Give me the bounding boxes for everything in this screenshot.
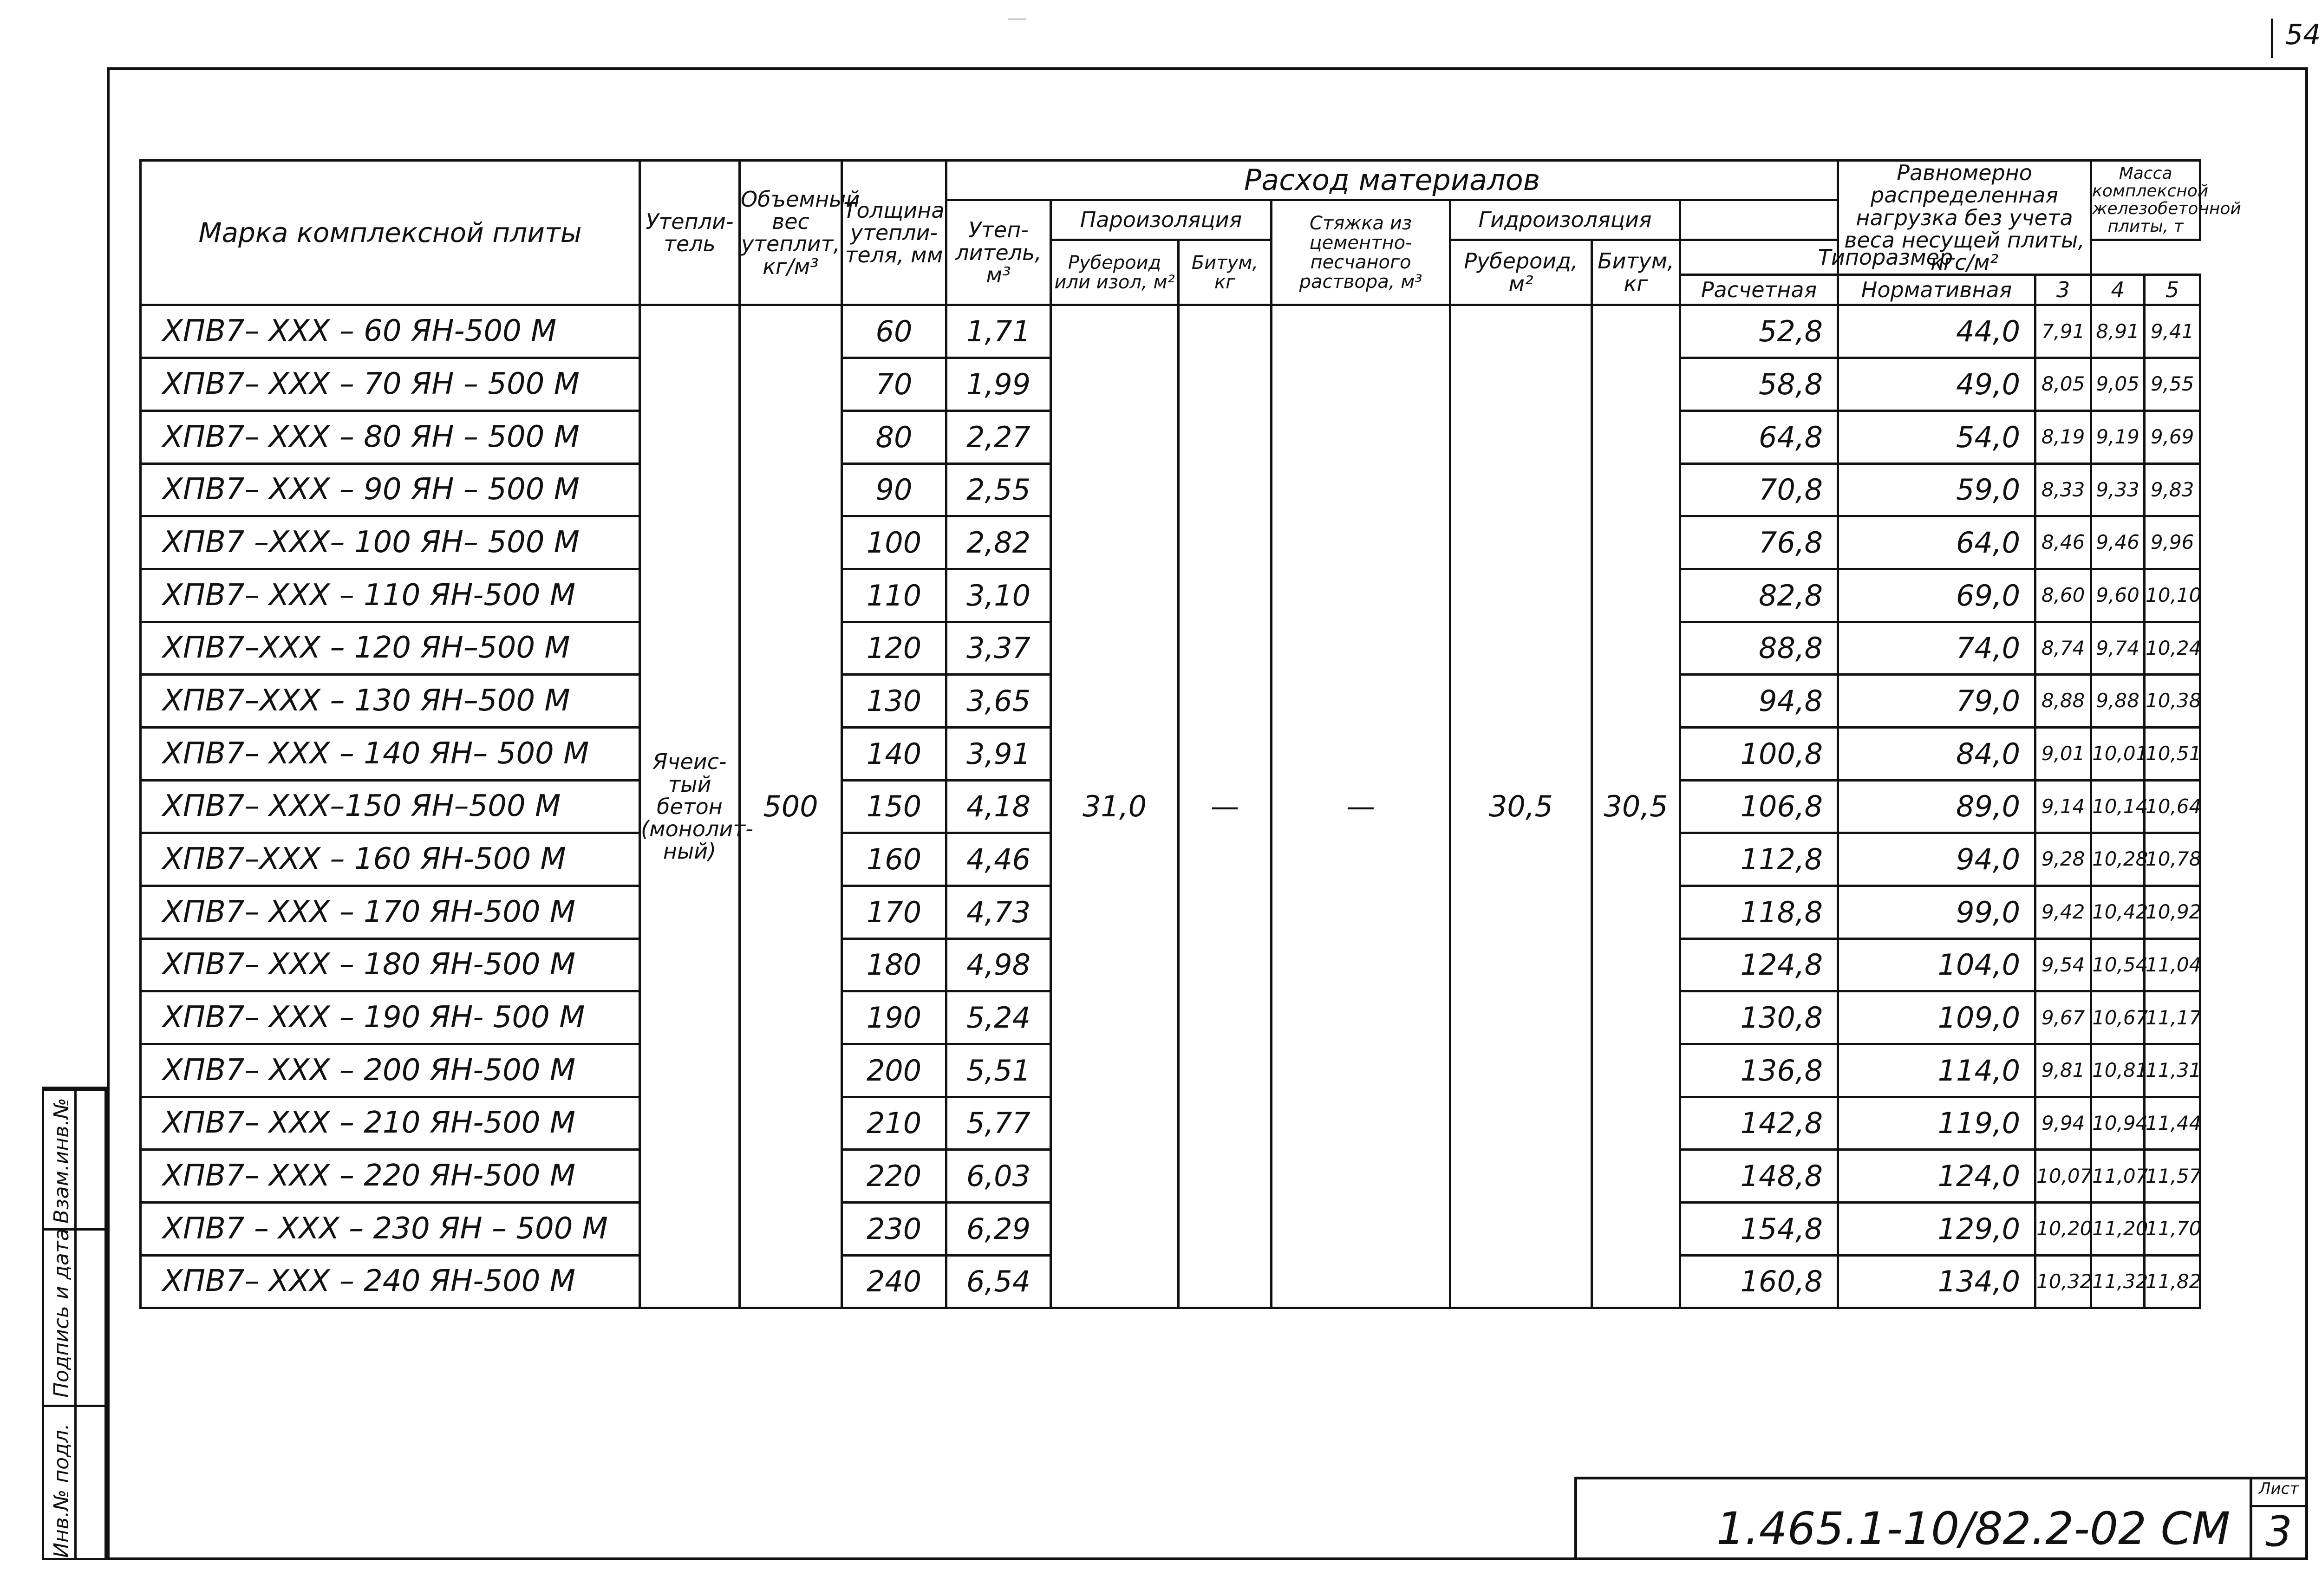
mass-typesize-3: 10,20 — [2035, 1202, 2091, 1255]
insulation-density: 500 — [740, 305, 842, 1308]
insulation-thickness: 60 — [842, 305, 946, 358]
mass-typesize-3: 9,42 — [2035, 886, 2091, 938]
insulation-volume: 3,65 — [946, 675, 1051, 728]
load-norm: 99,0 — [1838, 886, 2035, 938]
insulation-thickness: 160 — [842, 833, 946, 886]
mass-typesize-3: 9,14 — [2035, 780, 2091, 833]
insulation-thickness: 240 — [842, 1255, 946, 1308]
load-norm: 79,0 — [1838, 675, 2035, 728]
mass-typesize-4: 10,28 — [2091, 833, 2145, 886]
plate-mark: ХПВ7– ХХХ – 80 ЯН – 500 М — [141, 410, 640, 463]
insulation-volume: 4,73 — [946, 886, 1051, 938]
insulation-volume: 4,98 — [946, 938, 1051, 991]
load-calc: 160,8 — [1680, 1255, 1838, 1308]
plate-mark: ХПВ7– ХХХ–150 ЯН–500 М — [141, 780, 640, 833]
mass-typesize-3: 9,67 — [2035, 991, 2091, 1044]
document-code: 1.465.1-10/82.2-02 СМ — [1716, 1503, 2231, 1555]
insulation-thickness: 90 — [842, 463, 946, 516]
plate-mark: ХПВ7 –ХХХ– 100 ЯН– 500 М — [141, 516, 640, 569]
load-norm: 69,0 — [1838, 569, 2035, 622]
mass-typesize-4: 9,33 — [2091, 463, 2145, 516]
mass-typesize-4: 10,54 — [2091, 938, 2145, 991]
plate-mark: ХПВ7– ХХХ – 110 ЯН-500 М — [141, 569, 640, 622]
mass-typesize-3: 10,32 — [2035, 1255, 2091, 1308]
side-sign-date: Подпись и дата — [50, 1228, 73, 1398]
load-calc: 142,8 — [1680, 1097, 1838, 1150]
insulation-thickness: 180 — [842, 938, 946, 991]
mass-typesize-4: 10,42 — [2091, 886, 2145, 938]
insulation-thickness: 130 — [842, 675, 946, 728]
screed-volume: — — [1272, 305, 1450, 1308]
header-waterproofing: Гидроизоляция — [1450, 200, 1680, 240]
header-screed: Стяжка из цементно-песчаного раствора, м³ — [1272, 200, 1450, 305]
mass-typesize-5: 10,92 — [2145, 886, 2200, 938]
load-calc: 136,8 — [1680, 1044, 1838, 1097]
plate-mark: ХПВ7– ХХХ – 180 ЯН-500 М — [141, 938, 640, 991]
mass-typesize-5: 10,64 — [2145, 780, 2200, 833]
load-norm: 54,0 — [1838, 410, 2035, 463]
header-typesize-4: 4 — [2091, 275, 2145, 305]
insulation-thickness: 110 — [842, 569, 946, 622]
mass-typesize-4: 9,19 — [2091, 410, 2145, 463]
load-norm: 119,0 — [1838, 1097, 2035, 1150]
mass-typesize-4: 11,07 — [2091, 1150, 2145, 1203]
header-typesize-5: 5 — [2145, 275, 2200, 305]
plate-mark: ХПВ7–ХХХ – 120 ЯН–500 М — [141, 622, 640, 675]
plate-mark: ХПВ7– ХХХ – 190 ЯН- 500 М — [141, 991, 640, 1044]
mass-typesize-5: 11,31 — [2145, 1044, 2200, 1097]
page-number: 54 — [2271, 19, 2322, 58]
header-load-norm: Нормативная — [1838, 275, 2035, 305]
plate-mark: ХПВ7– ХХХ – 170 ЯН-500 М — [141, 886, 640, 938]
mass-typesize-3: 10,07 — [2035, 1150, 2091, 1203]
mass-typesize-4: 11,20 — [2091, 1202, 2145, 1255]
load-calc: 100,8 — [1680, 727, 1838, 780]
mass-typesize-4: 9,60 — [2091, 569, 2145, 622]
hydro-ruberoid: 30,5 — [1450, 305, 1592, 1308]
vapor-bitumen: — — [1179, 305, 1272, 1308]
header-mark: Марка комплексной плиты — [141, 161, 640, 305]
mass-typesize-4: 10,01 — [2091, 727, 2145, 780]
plate-mark: ХПВ7–ХХХ – 130 ЯН–500 М — [141, 675, 640, 728]
mass-typesize-5: 11,04 — [2145, 938, 2200, 991]
load-norm: 114,0 — [1838, 1044, 2035, 1097]
mass-typesize-4: 9,88 — [2091, 675, 2145, 728]
plate-mark: ХПВ7 – ХХХ – 230 ЯН – 500 М — [141, 1202, 640, 1255]
plate-mark: ХПВ7– ХХХ – 200 ЯН-500 М — [141, 1044, 640, 1097]
load-norm: 44,0 — [1838, 305, 2035, 358]
hydro-bitumen: 30,5 — [1592, 305, 1680, 1308]
insulation-volume: 5,24 — [946, 991, 1051, 1044]
insulation-thickness: 80 — [842, 410, 946, 463]
side-inv-original: Инв.№ подл. — [50, 1423, 73, 1558]
header-consumption: Расход материалов — [946, 161, 1838, 200]
load-calc: 58,8 — [1680, 358, 1838, 411]
header-vapor-bitumen: Битум, кг — [1179, 240, 1272, 305]
mass-typesize-5: 10,24 — [2145, 622, 2200, 675]
insulation-volume: 3,10 — [946, 569, 1051, 622]
mass-typesize-3: 9,01 — [2035, 727, 2091, 780]
load-norm: 74,0 — [1838, 622, 2035, 675]
load-norm: 89,0 — [1838, 780, 2035, 833]
title-block — [1574, 1477, 2308, 1560]
insulation-volume: 5,51 — [946, 1044, 1051, 1097]
plate-mark: ХПВ7–ХХХ – 160 ЯН-500 М — [141, 833, 640, 886]
mass-typesize-5: 9,69 — [2145, 410, 2200, 463]
mass-typesize-5: 11,17 — [2145, 991, 2200, 1044]
load-calc: 118,8 — [1680, 886, 1838, 938]
insulation-thickness: 70 — [842, 358, 946, 411]
mass-typesize-5: 9,83 — [2145, 463, 2200, 516]
load-calc: 130,8 — [1680, 991, 1838, 1044]
insulation-thickness: 150 — [842, 780, 946, 833]
insulation-volume: 6,54 — [946, 1255, 1051, 1308]
mass-typesize-4: 10,81 — [2091, 1044, 2145, 1097]
plate-mark: ХПВ7– ХХХ – 240 ЯН-500 М — [141, 1255, 640, 1308]
load-norm: 94,0 — [1838, 833, 2035, 886]
mass-typesize-5: 11,57 — [2145, 1150, 2200, 1203]
header-vapor-ruberoid: Рубероид или изол, м² — [1051, 240, 1179, 305]
load-calc: 52,8 — [1680, 305, 1838, 358]
insulation-volume: 4,18 — [946, 780, 1051, 833]
insulation-thickness: 190 — [842, 991, 946, 1044]
load-norm: 104,0 — [1838, 938, 2035, 991]
mass-typesize-5: 9,96 — [2145, 516, 2200, 569]
header-typesize: Типоразмер — [1680, 240, 2091, 275]
side-stamp — [42, 1087, 107, 1560]
mass-typesize-5: 11,44 — [2145, 1097, 2200, 1150]
plate-mark: ХПВ7– ХХХ – 140 ЯН– 500 М — [141, 727, 640, 780]
insulation-thickness: 140 — [842, 727, 946, 780]
sheet-number: 3 — [2265, 1507, 2292, 1556]
mass-typesize-3: 8,19 — [2035, 410, 2091, 463]
load-calc: 88,8 — [1680, 622, 1838, 675]
mass-typesize-4: 11,32 — [2091, 1255, 2145, 1308]
mass-typesize-3: 9,94 — [2035, 1097, 2091, 1150]
insulation-volume: 4,46 — [946, 833, 1051, 886]
mass-typesize-4: 9,74 — [2091, 622, 2145, 675]
mass-typesize-3: 9,81 — [2035, 1044, 2091, 1097]
plate-mark: ХПВ7– ХХХ – 60 ЯН-500 М — [141, 305, 640, 358]
load-norm: 109,0 — [1838, 991, 2035, 1044]
materials-table — [139, 159, 2241, 1309]
mass-typesize-5: 10,78 — [2145, 833, 2200, 886]
mass-typesize-3: 8,88 — [2035, 675, 2091, 728]
mass-typesize-5: 11,70 — [2145, 1202, 2200, 1255]
header-density: Объемный вес утеплит, кг/м³ — [740, 161, 842, 305]
insulation-volume: 2,82 — [946, 516, 1051, 569]
load-calc: 70,8 — [1680, 463, 1838, 516]
mass-typesize-5: 9,41 — [2145, 305, 2200, 358]
header-load-calc: Расчетная — [1680, 275, 1838, 305]
header-load: Равномерно распределенная нагрузка без учета веса несущей плиты, кгс/м² — [1838, 161, 2091, 275]
plate-mark: ХПВ7– ХХХ – 90 ЯН – 500 М — [141, 463, 640, 516]
insulation-volume: 3,91 — [946, 727, 1051, 780]
insulation-thickness: 100 — [842, 516, 946, 569]
sheet-label: Лист — [2252, 1479, 2305, 1507]
insulation-volume: 2,27 — [946, 410, 1051, 463]
insulation-volume: 2,55 — [946, 463, 1051, 516]
mass-typesize-4: 9,46 — [2091, 516, 2145, 569]
load-calc: 64,8 — [1680, 410, 1838, 463]
insulation-volume: 5,77 — [946, 1097, 1051, 1150]
mass-typesize-5: 11,82 — [2145, 1255, 2200, 1308]
insulation-volume: 1,71 — [946, 305, 1051, 358]
load-norm: 134,0 — [1838, 1255, 2035, 1308]
insulation-thickness: 210 — [842, 1097, 946, 1150]
header-typesize-3: 3 — [2035, 275, 2091, 305]
mass-typesize-3: 8,46 — [2035, 516, 2091, 569]
mass-typesize-3: 8,05 — [2035, 358, 2091, 411]
plate-mark: ХПВ7– ХХХ – 210 ЯН-500 М — [141, 1097, 640, 1150]
load-norm: 84,0 — [1838, 727, 2035, 780]
mass-typesize-4: 10,14 — [2091, 780, 2145, 833]
mass-typesize-5: 9,55 — [2145, 358, 2200, 411]
header-hydro-bitumen: Битум, кг — [1592, 240, 1680, 305]
load-calc: 124,8 — [1680, 938, 1838, 991]
header-thickness: Толщина утепли-теля, мм — [842, 161, 946, 305]
mass-typesize-3: 9,28 — [2035, 833, 2091, 886]
load-norm: 124,0 — [1838, 1150, 2035, 1203]
header-hydro-ruberoid: Рубероид, м² — [1450, 240, 1592, 305]
load-norm: 59,0 — [1838, 463, 2035, 516]
mass-typesize-4: 8,91 — [2091, 305, 2145, 358]
load-norm: 64,0 — [1838, 516, 2035, 569]
load-calc: 106,8 — [1680, 780, 1838, 833]
mass-typesize-4: 9,05 — [2091, 358, 2145, 411]
vapor-ruberoid: 31,0 — [1051, 305, 1179, 1308]
plate-mark: ХПВ7– ХХХ – 70 ЯН – 500 М — [141, 358, 640, 411]
header-vapor-barrier: Пароизоляция — [1051, 200, 1272, 240]
load-calc: 82,8 — [1680, 569, 1838, 622]
insulation-volume: 1,99 — [946, 358, 1051, 411]
load-calc: 148,8 — [1680, 1150, 1838, 1203]
mass-typesize-3: 8,33 — [2035, 463, 2091, 516]
plate-mark: ХПВ7– ХХХ – 220 ЯН-500 М — [141, 1150, 640, 1203]
side-stamp-line — [44, 1405, 104, 1407]
sheet-box — [2250, 1479, 2305, 1557]
insulation-thickness: 200 — [842, 1044, 946, 1097]
load-calc: 94,8 — [1680, 675, 1838, 728]
header-insulation: Утепли-тель — [640, 161, 740, 305]
header-insulation-volume: Утеп-литель, м³ — [946, 200, 1051, 305]
insulation-thickness: 170 — [842, 886, 946, 938]
insulation-volume: 6,29 — [946, 1202, 1051, 1255]
mass-typesize-4: 10,67 — [2091, 991, 2145, 1044]
load-norm: 129,0 — [1838, 1202, 2035, 1255]
insulation-material: Ячеис-тый бетон (монолит-ный) — [640, 305, 740, 1308]
load-calc: 76,8 — [1680, 516, 1838, 569]
insulation-volume: 3,37 — [946, 622, 1051, 675]
load-calc: 154,8 — [1680, 1202, 1838, 1255]
side-inv-duplicate: Взам.инв.№ — [50, 1098, 73, 1224]
table-row — [141, 305, 2200, 358]
insulation-thickness: 230 — [842, 1202, 946, 1255]
mass-typesize-5: 10,10 — [2145, 569, 2200, 622]
mass-typesize-3: 8,60 — [2035, 569, 2091, 622]
mass-typesize-3: 8,74 — [2035, 622, 2091, 675]
mass-typesize-5: 10,38 — [2145, 675, 2200, 728]
mass-typesize-3: 7,91 — [2035, 305, 2091, 358]
mass-typesize-5: 10,51 — [2145, 727, 2200, 780]
load-norm: 49,0 — [1838, 358, 2035, 411]
insulation-volume: 6,03 — [946, 1150, 1051, 1203]
insulation-thickness: 120 — [842, 622, 946, 675]
mass-typesize-3: 9,54 — [2035, 938, 2091, 991]
load-calc: 112,8 — [1680, 833, 1838, 886]
top-tick — [1008, 19, 1026, 20]
mass-typesize-4: 10,94 — [2091, 1097, 2145, 1150]
insulation-thickness: 220 — [842, 1150, 946, 1203]
header-mass: Масса комплексной железобетонной плиты, т — [2091, 161, 2200, 240]
